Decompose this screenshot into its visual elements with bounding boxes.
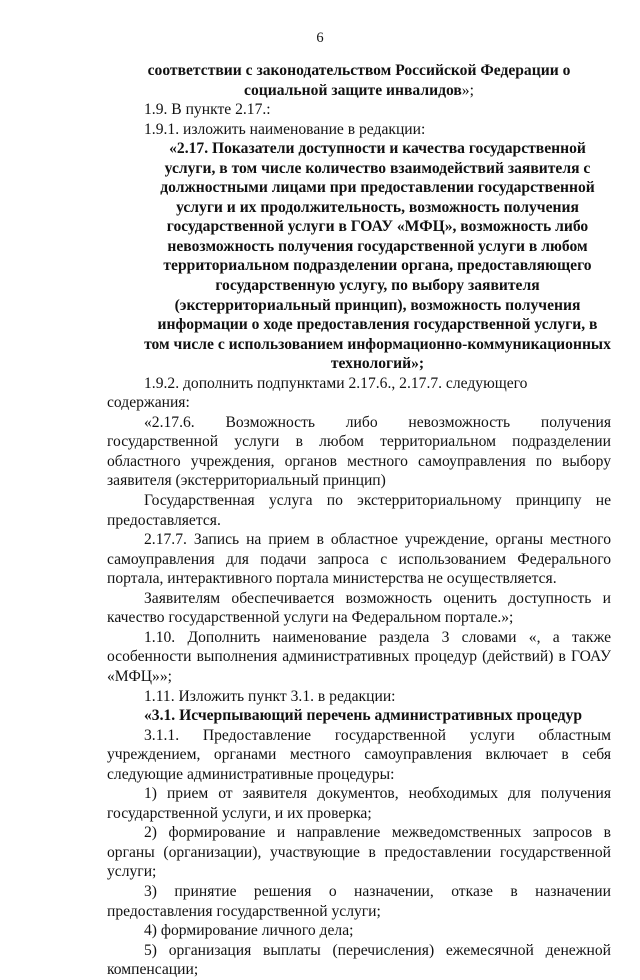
paragraph-2-17-6: «2.17.6. Возможность либо невозможность получения государственной услуги в любом территориальном подразделении областного учреждения, органов местного самоуправления по выбору заявителя (экстерриториальный принцип): [107, 413, 611, 490]
list-item-5: 5) организация выплаты (перечисления) ежемесячной денежной компенсации;: [107, 941, 611, 979]
paragraph-2-17-title: «2.17. Показатели доступности и качества государственной услуги, в том числе количество взаимодействий заявителя с должностными лицами при предоставлении государственной услуги и их продолжительность, возможность получения государственной услуги в ГОАУ «МФЦ», возможность либо невозможность получения государственной услуги в любом территориальном подразделении органа, предоставляющего государственную услугу, по выбору заявителя (экстерриториальный принцип), возможность получения информации о ходе предоставления государственной услуги, в том числе с использованием информационно-коммуникационных технологий»;: [144, 140, 611, 373]
plain-text: »;: [461, 81, 474, 99]
paragraph-1-9-2: 1.9.2. дополнить подпунктами 2.17.6., 2.17.7. следующего содержания:: [107, 374, 528, 412]
paragraph-3-1-1: 3.1.1. Предоставление государственной услуги областным учреждением, органами местного самоуправления включает в себя следующие административные процедуры:: [107, 726, 611, 783]
paragraph-1-9-1: 1.9.1. изложить наименование в редакции:: [144, 120, 426, 138]
paragraph-assessment: Заявителям обеспечивается возможность оценить доступность и качество государственной услуги на Федеральном портале.»;: [107, 589, 611, 627]
list-item-2: 2) формирование и направление межведомственных запросов в органы (организации), участвующие в предоставлении государственной услуги;: [107, 824, 611, 881]
paragraph-continuation: [107, 61, 611, 100]
paragraph-1-9: 1.9. В пункте 2.17.:: [144, 101, 271, 119]
paragraph-extraterritorial: Государственная услуга по экстерриториальному принципу не предоставляется.: [107, 492, 611, 529]
list-item-3: 3) принятие решения о назначении, отказе в назначении предоставления государственной услуги;: [107, 882, 611, 920]
paragraph-3-1-title: «3.1. Исчерпывающий перечень административных процедур: [144, 707, 583, 725]
bold-text: соответствии с законодательством Российской Федерации о социальной защите инвалидов: [147, 62, 571, 99]
document-body: [107, 61, 611, 980]
paragraph-1-11: 1.11. Изложить пункт 3.1. в редакции:: [144, 687, 396, 705]
paragraph-1-10: 1.10. Дополнить наименование раздела 3 словами «, а также особенности выполнения административных процедур (действий) в ГОАУ «МФЦ»»;: [107, 628, 611, 685]
paragraph-2-17-7: 2.17.7. Запись на прием в областное учреждение, органы местного самоуправления для подачи запроса с использованием Федерального портала, интерактивного портала министерства не осуществляется.: [107, 531, 611, 588]
list-item-1: 1) прием от заявителя документов, необходимых для получения государственной услуги, и их проверка;: [107, 785, 611, 822]
page-number: 6: [316, 30, 324, 46]
list-item-4: 4) формирование личного дела;: [144, 922, 354, 940]
